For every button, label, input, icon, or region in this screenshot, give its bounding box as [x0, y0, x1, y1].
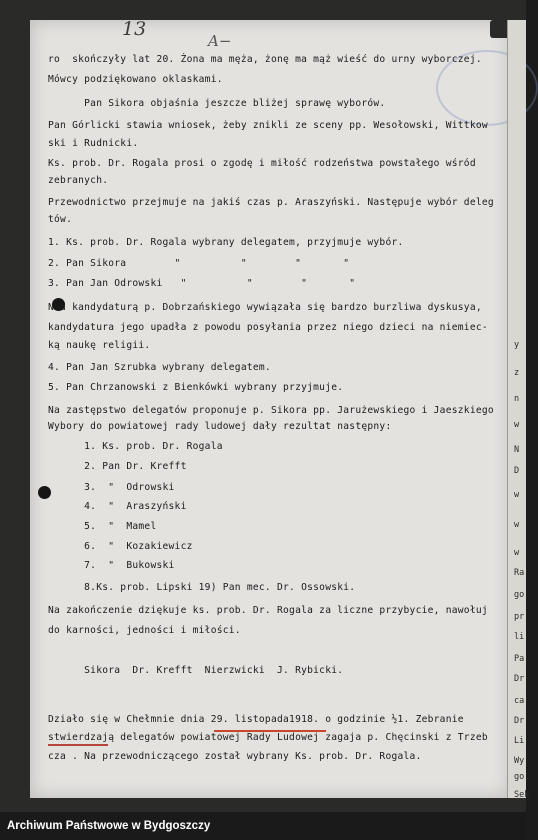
text-line: 1. Ks. prob. Dr. Rogala	[48, 441, 223, 452]
edge-text-fragment: ca	[514, 696, 525, 706]
text-line: Przewodnictwo przejmuje na jakiś czas p. Araszyński. Następuje wybór deleg	[48, 197, 494, 208]
text-line: Działo się w Chełmnie dnia 29. listopada1918. o godzinie ½1. Zebranie	[48, 714, 464, 725]
text-line: 4. " Araszyński	[48, 501, 187, 512]
archive-footer: Archiwum Państwowe w Bydgoszczy	[0, 812, 526, 840]
red-underline	[214, 730, 326, 732]
text-line: Sikora Dr. Krefft Nierzwicki J. Rybicki.	[48, 665, 344, 676]
edge-text-fragment: w	[514, 490, 520, 500]
edge-text-fragment: n	[514, 394, 520, 404]
edge-text-fragment: go	[514, 590, 525, 600]
text-line: 5. Pan Chrzanowski z Bienkówki wybrany przyjmuje.	[48, 382, 344, 393]
red-underline	[48, 744, 108, 746]
edge-text-fragment: z	[514, 368, 520, 378]
handwritten-mark: A−	[208, 32, 232, 50]
text-line: 2. Pan Dr. Krefft	[48, 461, 187, 472]
edge-text-fragment: Dr	[514, 716, 525, 726]
text-line: ką naukę religii.	[48, 340, 151, 351]
text-line: 2. Pan Sikora " " " "	[48, 258, 350, 269]
edge-text-fragment: Li	[514, 736, 525, 746]
text-line: do karności, jedności i miłości.	[48, 625, 241, 636]
text-line: Ks. prob. Dr. Rogala prosi o zgodę i miłość rodzeństwa powstałego wśród	[48, 158, 476, 169]
text-line: zebranych.	[48, 175, 109, 186]
text-line: Pan Sikora objaśnia jeszcze bliżej sprawę wyborów.	[48, 98, 386, 109]
adjacent-page-edge	[507, 20, 530, 800]
edge-text-fragment: Dr	[514, 674, 525, 684]
text-line: kandydatura jego upadła z powodu posyłania przez niego dzieci na niemiec-	[48, 322, 488, 333]
edge-text-fragment: y	[514, 340, 520, 350]
text-line: 3. Pan Jan Odrowski " " " "	[48, 278, 356, 289]
text-line: 7. " Bukowski	[48, 560, 175, 571]
text-line: ski i Rudnicki.	[48, 138, 139, 149]
edge-text-fragment: N	[514, 445, 520, 455]
text-line: Nad kandydaturą p. Dobrzańskiego wywiązała się bardzo burzliwa dyskusya,	[48, 302, 482, 313]
text-line: Mówcy podziękowano oklaskami.	[48, 74, 223, 85]
edge-text-fragment: li	[514, 632, 525, 642]
edge-text-fragment: Wy	[514, 756, 525, 766]
edge-text-fragment: Sek	[514, 790, 530, 800]
edge-text-fragment: Pa	[514, 654, 525, 664]
document-page	[30, 20, 510, 798]
text-line: 8.Ks. prob. Lipski 19) Pan mec. Dr. Ossowski.	[48, 582, 356, 593]
text-line: Na zakończenie dziękuje ks. prob. Dr. Rogala za liczne przybycie, nawołuj	[48, 605, 488, 616]
edge-text-fragment: D	[514, 466, 520, 476]
text-line: 5. " Mamel	[48, 521, 157, 532]
text-line: 1. Ks. prob. Dr. Rogala wybrany delegatem, przyjmuje wybór.	[48, 237, 404, 248]
edge-text-fragment: w	[514, 548, 520, 558]
edge-text-fragment: go,	[514, 772, 530, 782]
edge-text-fragment: w	[514, 420, 520, 430]
text-line: 6. " Kozakiewicz	[48, 541, 193, 552]
text-line: Na zastępstwo delegatów proponuje p. Sikora pp. Jarużewskiego i Jaeszkiego	[48, 405, 494, 416]
text-line: tów.	[48, 214, 73, 225]
folio-number: 13	[122, 18, 147, 40]
text-line: cza . Na przewodniczącego został wybrany Ks. prob. Dr. Rogala.	[48, 751, 422, 762]
text-line: stwierdzają delegatów powiatowej Rady Ludowej zagaja p. Chęcinski z Trzeb	[48, 732, 488, 743]
edge-text-fragment: Ra	[514, 568, 525, 578]
text-line: ro skończyły lat 20. Żona ma męża, żonę ma mąż wieść do urny wyborczej.	[48, 54, 482, 65]
text-line: Pan Górlicki stawia wniosek, żeby znikli ze sceny pp. Wesołowski, Wittkow	[48, 120, 488, 131]
text-line: 3. " Odrowski	[48, 482, 175, 493]
edge-text-fragment: pr	[514, 612, 525, 622]
text-line: Wybory do powiatowej rady ludowej dały rezultat następny:	[48, 421, 392, 432]
text-line: 4. Pan Jan Szrubka wybrany delegatem.	[48, 362, 271, 373]
edge-text-fragment: w	[514, 520, 520, 530]
